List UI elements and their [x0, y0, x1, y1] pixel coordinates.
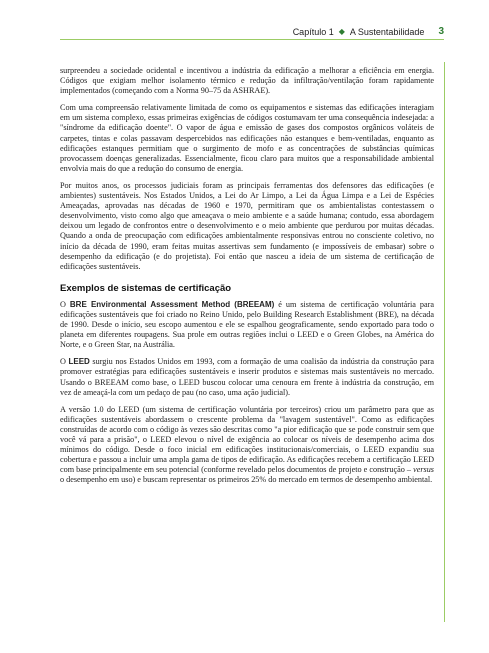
breeam-prefix: O: [60, 299, 70, 309]
final-text-after: o desempenho em uso) e buscam representar os primeiros 25% do mercado em termos de desempenho ambiental.: [60, 475, 433, 485]
diamond-separator-icon: ◆: [338, 27, 345, 36]
breeam-term: BRE Environmental Assessment Method (BREEAM): [69, 299, 275, 309]
paragraph-1: surpreendeu a sociedade ocidental e incentivou a indústria da edificação a melhorar a eficiência em energia. Códigos que exigiam melhor isolamento térmico e redução da infiltração/ventilação foram rapidamente implementados (começando com a Norma 90–75 da ASHRAE).: [60, 66, 434, 96]
running-header: [60, 26, 444, 37]
chapter-label: Capítulo 1: [292, 26, 334, 37]
leed-paragraph: [60, 357, 434, 397]
section-heading: Exemplos de sistemas de certificação: [60, 282, 232, 294]
header-rule: [60, 39, 444, 40]
breeam-paragraph: [60, 300, 434, 350]
breeam-text: é um sistema de certificação voluntária para edificações sustentáveis que foi criado no Reino Unido, pelo Building Research Establishment (BRE), na década de 1990. Desde o início, seu escopo aumentou e ele se espalhou geograficamente, sendo exportado para todo o planeta em diferentes roupagens. Sua prole em outras regiões inclui o LEED e o Green Globes, na América do Norte, e o Green Star, na Austrália.: [60, 299, 435, 350]
leed-prefix: O: [60, 357, 69, 367]
section-label: A Sustentabilidade: [349, 26, 425, 37]
page-body: [60, 66, 434, 492]
final-text-italic: versus: [413, 465, 434, 475]
page-number: 3: [438, 26, 444, 37]
margin-rule: [444, 62, 445, 622]
leed-text: surgiu nos Estados Unidos em 1993, com a formação de uma coalisão da indústria da construção para promover estratégias para edificações sustentáveis e inserir produtos e sistemas mais sustentáveis no mercado. Usando o BREEAM como base, o LEED buscou colocar uma cenoura em frente à indústria da construção, em vez de ameaçá-la com um pedaço de pau (no caso, uma ação judicial).: [60, 357, 434, 397]
leed-version-paragraph: [60, 405, 434, 486]
leed-term: LEED: [68, 357, 90, 367]
paragraph-2: Com uma compreensão relativamente limitada de como os equipamentos e sistemas das edificações interagiam em um sistema complexo, essas primeiras exigências de códigos costumavam ter uma consequência indesejada: a "síndrome da edificação doente". O vapor de água e emissão de gases dos compostos orgânicos voláteis de carpetes, tintas e colas passavam despercebidos nas edificações não estanques e bem-ventiladas, enquanto as edificações estanques permitiam que o surgimento de mofo e as concentrações de substâncias químicas provocassem doenças generalizadas. Essencialmente, ficou claro para muitos que a responsabilidade ambiental envolvia mais do que a redução do consumo de energia.: [60, 103, 434, 173]
paragraph-3: Por muitos anos, os processos judiciais foram as principais ferramentas dos defensores das edificações (e ambientes) sustentáveis. Nos Estados Unidos, a Lei do Ar Limpo, a Lei da Água Limpa e a Lei de Espécies Ameaçadas, aprovadas nas décadas de 1960 e 1970, permitiram que os ambientalistas contestassem o desenvolvimento, visto como algo que ameaçava o meio ambiente e a saúde humana; contudo, essa abordagem deixou um legado de confrontos entre o desenvolvimento e o meio ambiente que perdurou por muitas décadas. Quando a onda de preocupação com edificações ambientalmente responsivas entrou no consciente coletivo, no início da década de 1990, eram feitas muitas assertivas sem fundamento (e impossíveis de embasar) sobre o desempenho da edificação (e do projetista). Foi então que nasceu a ideia de um sistema de certificação de edificações sustentáveis.: [60, 180, 434, 271]
final-text-before: A versão 1.0 do LEED (um sistema de certificação voluntária por terceiros) criou um parâmetro para que as edificações sustentáveis abordassem o crescente problema da "lavagem sustentável". Como as edificações construídas de acordo com o código às vezes são descritas como "a pior edificação que se pode construir sem que você vá para a prisão", o LEED elevou o nível de exigência ao colocar os níveis de desempenho acima dos mínimos do código. Desde o foco inicial em edificações institucionais/comerciais, o LEED expandiu sua cobertura e passou a incluir uma ampla gama de tipos de edificação. As edificações recebem a certificação LEED com base principalmente em seu potencial (conforme revelado pelos documentos de projeto e construção –: [60, 404, 434, 475]
